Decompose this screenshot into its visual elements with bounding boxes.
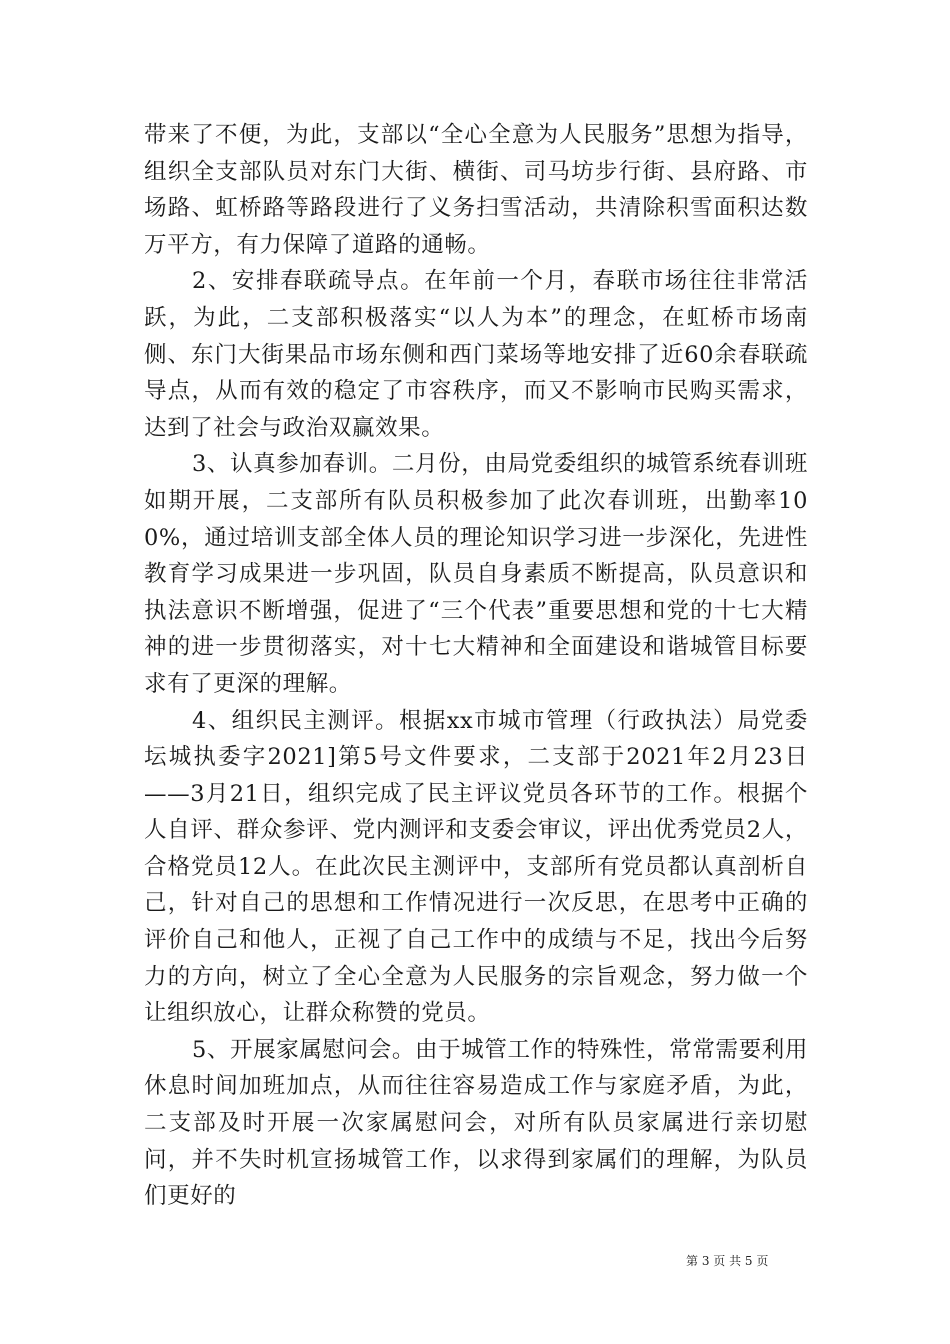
paragraph-spring-training: 3、认真参加春训。二月份，由局党委组织的城管系统春训班如期开展，二支部所有队员积极参加了此次春训班，出勤率100%，通过培训支部全体人员的理论知识学习进一步深化，先进性教育学习成果进一步巩固，队员自身素质不断提高，队员意识和执法意识不断增强，促进了“三个代表”重要思想和党的十七大精神的进一步贯彻落实，对十七大精神和全面建设和谐城管目标要求有了更深的理解。 bbox=[144, 451, 808, 697]
page-number-footer: 第 3 页 共 5 页 bbox=[686, 1254, 769, 1268]
paragraph-family-visit: 5、开展家属慰问会。由于城管工作的特殊性，常常需要利用休息时间加班加点，从而往往容易造成工作与家庭矛盾，为此，二支部及时开展一次家属慰问会，对所有队员家属进行亲切慰问，并不失时机宣扬城管工作，以求得到家属们的理解，为队员们更好的 bbox=[144, 1036, 808, 1210]
paragraph-spring-couplet-points: 2、安排春联疏导点。在年前一个月，春联市场往往非常活跃，为此，二支部积极落实“以人为本”的理念，在虹桥市场南侧、东门大街果品市场东侧和西门菜场等地安排了近60余春联疏导点，从而有效的稳定了市容秩序，而又不影响市民购买需求，达到了社会与政治双赢效果。 bbox=[144, 268, 808, 441]
body-text bbox=[144, 117, 808, 1215]
paragraph-democratic-evaluation: 4、组织民主测评。根据xx市城市管理（行政执法）局党委坛城执委字2021]第5号文件要求，二支部于2021年2月23日——3月21日，组织完成了民主评议党员各环节的工作。根据个人自评、群众参评、党内测评和支委会审议，评出优秀党员2人，合格党员12人。在此次民主测评中，支部所有党员都认真剖析自己，针对自己的思想和工作情况进行一次反思，在思考中正确的评价自己和他人，正视了自己工作中的成绩与不足，找出今后努力的方向，树立了全心全意为人民服务的宗旨观念，努力做一个让组织放心，让群众称赞的党员。 bbox=[144, 707, 808, 1027]
paragraph-continuation: 带来了不便，为此，支部以“全心全意为人民服务”思想为指导，组织全支部队员对东门大街、横街、司马坊步行街、县府路、市场路、虹桥路等路段进行了义务扫雪活动，共清除积雪面积达数万平方，有力保障了道路的通畅。 bbox=[144, 122, 808, 258]
